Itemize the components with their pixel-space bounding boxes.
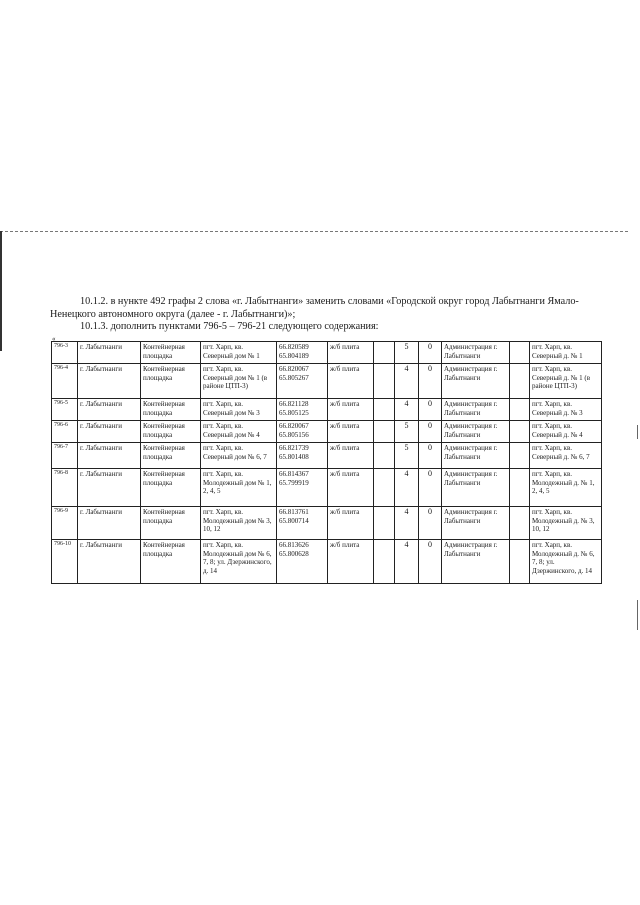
scan-speck xyxy=(637,425,638,439)
table-row xyxy=(52,421,602,443)
site-type-cell: Контейнерная площадка xyxy=(141,399,201,421)
surface-cell: ж/б плита xyxy=(328,469,374,507)
row-number: 796-4 xyxy=(52,364,78,399)
city-cell: г. Лабытнанги xyxy=(78,364,141,399)
empty-cell xyxy=(374,469,395,507)
owner-cell: Администрация г. Лабытнанги xyxy=(442,540,510,584)
empty-cell xyxy=(374,399,395,421)
owner-cell: Администрация г. Лабытнанги xyxy=(442,399,510,421)
coordinates-cell: 66.813626 65.800628 xyxy=(277,540,328,584)
empty-cell xyxy=(510,540,530,584)
empty-cell xyxy=(374,342,395,364)
address-cell: пгт. Харп, кв. Северный дом № 1 xyxy=(201,342,277,364)
empty-cell xyxy=(510,421,530,443)
owner-cell: Администрация г. Лабытнанги xyxy=(442,443,510,469)
city-cell: г. Лабытнанги xyxy=(78,399,141,421)
container-count-cell: 4 xyxy=(395,540,419,584)
surface-cell: ж/б плита xyxy=(328,399,374,421)
address-cell: пгт. Харп, кв. Молодежный дом № 6, 7, 8; ул. Дзержинского, д. 14 xyxy=(201,540,277,584)
empty-cell xyxy=(374,540,395,584)
location-cell: пгт. Харп, кв. Молодежный д. № 3, 10, 12 xyxy=(530,507,602,540)
zero-value-cell: 0 xyxy=(419,443,442,469)
container-count-cell: 4 xyxy=(395,507,419,540)
empty-cell xyxy=(374,421,395,443)
city-cell: г. Лабытнанги xyxy=(78,507,141,540)
site-type-cell: Контейнерная площадка xyxy=(141,364,201,399)
owner-cell: Администрация г. Лабытнанги xyxy=(442,342,510,364)
city-cell: г. Лабытнанги xyxy=(78,469,141,507)
empty-cell xyxy=(374,507,395,540)
address-cell: пгт. Харп, кв. Молодежный дом № 3, 10, 12 xyxy=(201,507,277,540)
zero-value-cell: 0 xyxy=(419,399,442,421)
owner-cell: Администрация г. Лабытнанги xyxy=(442,421,510,443)
quote-mark: « xyxy=(52,335,56,343)
row-number: 796-8 xyxy=(52,469,78,507)
location-cell: пгт. Харп, кв. Молодежный д. № 6, 7, 8; ул. Дзержинского, д. 14 xyxy=(530,540,602,584)
address-cell: пгт. Харп, кв. Северный дом № 3 xyxy=(201,399,277,421)
city-cell: г. Лабытнанги xyxy=(78,342,141,364)
address-cell: пгт. Харп, кв. Молодежный дом № 1, 2, 4, 5 xyxy=(201,469,277,507)
site-type-cell: Контейнерная площадка xyxy=(141,507,201,540)
row-number: 796-7 xyxy=(52,443,78,469)
row-number: 796-3 xyxy=(52,342,78,364)
address-cell: пгт. Харп, кв. Северный дом № 1 (в районе ЦТП-3) xyxy=(201,364,277,399)
empty-cell xyxy=(374,443,395,469)
location-cell: пгт. Харп, кв. Молодежный д. № 1, 2, 4, 5 xyxy=(530,469,602,507)
zero-value-cell: 0 xyxy=(419,507,442,540)
coordinates-cell: 66.813761 65.800714 xyxy=(277,507,328,540)
coordinates-cell: 66.814367 65.799919 xyxy=(277,469,328,507)
coordinates-cell: 66.821128 65.805125 xyxy=(277,399,328,421)
empty-cell xyxy=(510,342,530,364)
container-count-cell: 5 xyxy=(395,421,419,443)
surface-cell: ж/б плита xyxy=(328,364,374,399)
location-cell: пгт. Харп, кв. Северный д. № 1 (в районе ЦТП-3) xyxy=(530,364,602,399)
site-type-cell: Контейнерная площадка xyxy=(141,469,201,507)
paragraph-10-1-3: 10.1.3. дополнить пунктами 796-5 – 796-21 следующего содержания: xyxy=(80,321,379,332)
empty-cell xyxy=(510,507,530,540)
site-type-cell: Контейнерная площадка xyxy=(141,421,201,443)
coordinates-cell: 66.820589 65.804189 xyxy=(277,342,328,364)
city-cell: г. Лабытнанги xyxy=(78,443,141,469)
zero-value-cell: 0 xyxy=(419,540,442,584)
surface-cell: ж/б плита xyxy=(328,421,374,443)
surface-cell: ж/б плита xyxy=(328,443,374,469)
address-cell: пгт. Харп, кв. Северный дом № 4 xyxy=(201,421,277,443)
container-count-cell: 4 xyxy=(395,469,419,507)
empty-cell xyxy=(510,443,530,469)
table-row xyxy=(52,443,602,469)
owner-cell: Администрация г. Лабытнанги xyxy=(442,364,510,399)
row-number: 796-10 xyxy=(52,540,78,584)
scan-edge-mark xyxy=(0,231,2,351)
container-count-cell: 5 xyxy=(395,342,419,364)
table-row xyxy=(52,469,602,507)
table-row xyxy=(52,540,602,584)
zero-value-cell: 0 xyxy=(419,469,442,507)
site-type-cell: Контейнерная площадка xyxy=(141,443,201,469)
zero-value-cell: 0 xyxy=(419,342,442,364)
site-type-cell: Контейнерная площадка xyxy=(141,540,201,584)
city-cell: г. Лабытнанги xyxy=(78,540,141,584)
table-row xyxy=(52,364,602,399)
empty-cell xyxy=(510,469,530,507)
owner-cell: Администрация г. Лабытнанги xyxy=(442,507,510,540)
coordinates-cell: 66.820067 65.805156 xyxy=(277,421,328,443)
row-number: 796-6 xyxy=(52,421,78,443)
scan-speck xyxy=(637,600,638,630)
address-cell: пгт. Харп, кв. Северный дом № 6, 7 xyxy=(201,443,277,469)
paragraph-10-1-2: 10.1.2. в нункте 492 графы 2 слова «г. Лабытнанги» заменить словами «Городской округ город Лабытнанги Ямало-Ненецкого автономного округа (далее - г. Лабытнанги)»; xyxy=(50,296,579,320)
site-type-cell: Контейнерная площадка xyxy=(141,342,201,364)
surface-cell: ж/б плита xyxy=(328,540,374,584)
container-count-cell: 5 xyxy=(395,443,419,469)
location-cell: пгт. Харп, кв. Северный д. № 3 xyxy=(530,399,602,421)
container-sites-table xyxy=(51,341,602,584)
page-divider xyxy=(0,231,628,232)
table-row xyxy=(52,342,602,364)
coordinates-cell: 66.821739 65.801408 xyxy=(277,443,328,469)
table-row xyxy=(52,507,602,540)
location-cell: пгт. Харп, кв. Северный д. № 6, 7 xyxy=(530,443,602,469)
location-cell: пгт. Харп, кв. Северный д. № 4 xyxy=(530,421,602,443)
owner-cell: Администрация г. Лабытнанги xyxy=(442,469,510,507)
location-cell: пгт. Харп, кв. Северный д. № 1 xyxy=(530,342,602,364)
table-row xyxy=(52,399,602,421)
surface-cell: ж/б плита xyxy=(328,342,374,364)
city-cell: г. Лабытнанги xyxy=(78,421,141,443)
zero-value-cell: 0 xyxy=(419,364,442,399)
zero-value-cell: 0 xyxy=(419,421,442,443)
row-number: 796-9 xyxy=(52,507,78,540)
empty-cell xyxy=(510,399,530,421)
container-count-cell: 4 xyxy=(395,364,419,399)
empty-cell xyxy=(374,364,395,399)
coordinates-cell: 66.820067 65.805267 xyxy=(277,364,328,399)
container-count-cell: 4 xyxy=(395,399,419,421)
empty-cell xyxy=(510,364,530,399)
row-number: 796-5 xyxy=(52,399,78,421)
surface-cell: ж/б плита xyxy=(328,507,374,540)
